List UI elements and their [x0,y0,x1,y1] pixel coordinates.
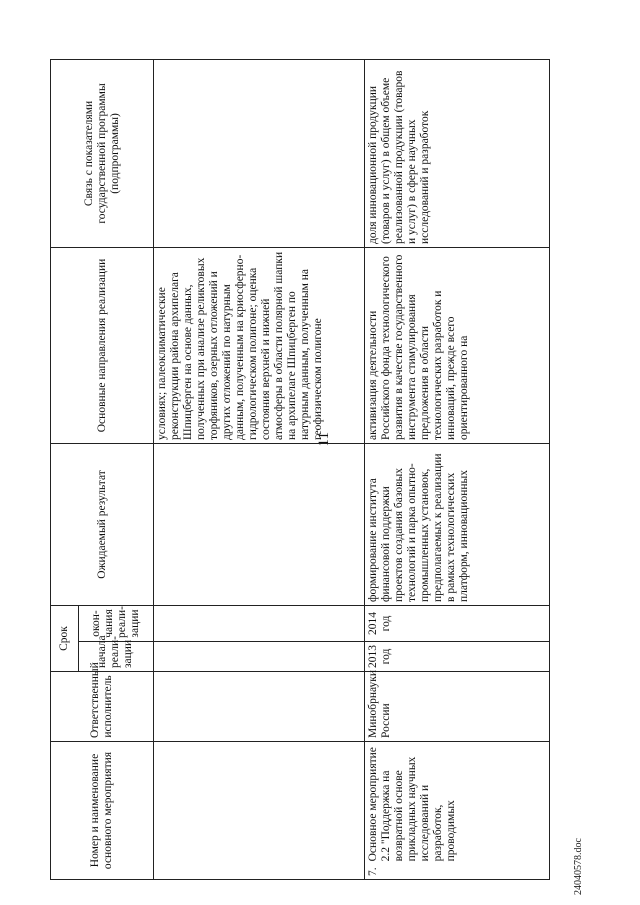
cell-empty [154,672,365,742]
table-row [154,59,365,879]
cell-empty [154,642,365,672]
cell-main-directions: условиях; палеоклиматические реконструкции района архипелага Шпицберген на основе данных, полученных при анализе реликтовых торфяников, озерных отложений и других отложений по натурным данным, полученным на криосферно-гидрологическом полигоне; оценка состояния верхней и нижней атмосферы в области полярной шапки на архипелаге Шпицберген по натурным данным, полученным на геофизическом полигоне [154,247,365,443]
header-term-end: окон-чания реали-зации [78,605,153,641]
page-number: 11 [316,432,332,447]
measure-name: Основное мероприятие 2.2 "Поддержка на возвратной основе прикладных научных исследований и разработок, проводимых [367,747,457,862]
document-id: 24040578.doc [573,838,584,895]
cell-start: 2013 год [365,642,550,672]
program-table [50,59,550,880]
cell-empty [154,605,365,641]
cell-expected-result: формирование института финансовой поддержки проектов создания базовых технологий и парка опытно-промышленных установок, предполагаемых к реализации в рамках технологических платформ, инновационных [365,443,550,605]
header-link: Связь с показателями государственной программы (подпрограммы) [51,59,154,247]
cell-empty [154,59,365,247]
header-term-start: начала реали-зации [78,642,153,672]
header-term: Срок [51,605,79,671]
cell-main-directions: активизация деятельности Российского фонда технологического развития в качестве государственного инструмента стимулирования предложения в области технологических разработок и инноваций, прежде всего ориентированного на [365,247,550,443]
row-number: 7. [367,867,379,876]
header-main-directions: Основные направления реализации [51,247,154,443]
rotated-table-wrapper [50,60,620,880]
header-number-name: Номер и наименование основного мероприятия [51,742,154,880]
header-responsible: Ответственный исполнитель [51,672,154,742]
cell-number-name [365,742,550,880]
cell-responsible: Минобрнауки России [365,672,550,742]
table-row [365,59,550,879]
cell-empty [154,443,365,605]
cell-empty [154,742,365,880]
header-expected-result: Ожидаемый результат [51,443,154,605]
cell-link: доля инновационной продукции (товаров и услуг) в общем объеме реализованной продукции (товаров и услуг) в сфере научных исследований и разработок [365,59,550,247]
cell-end: 2014 год [365,605,550,641]
